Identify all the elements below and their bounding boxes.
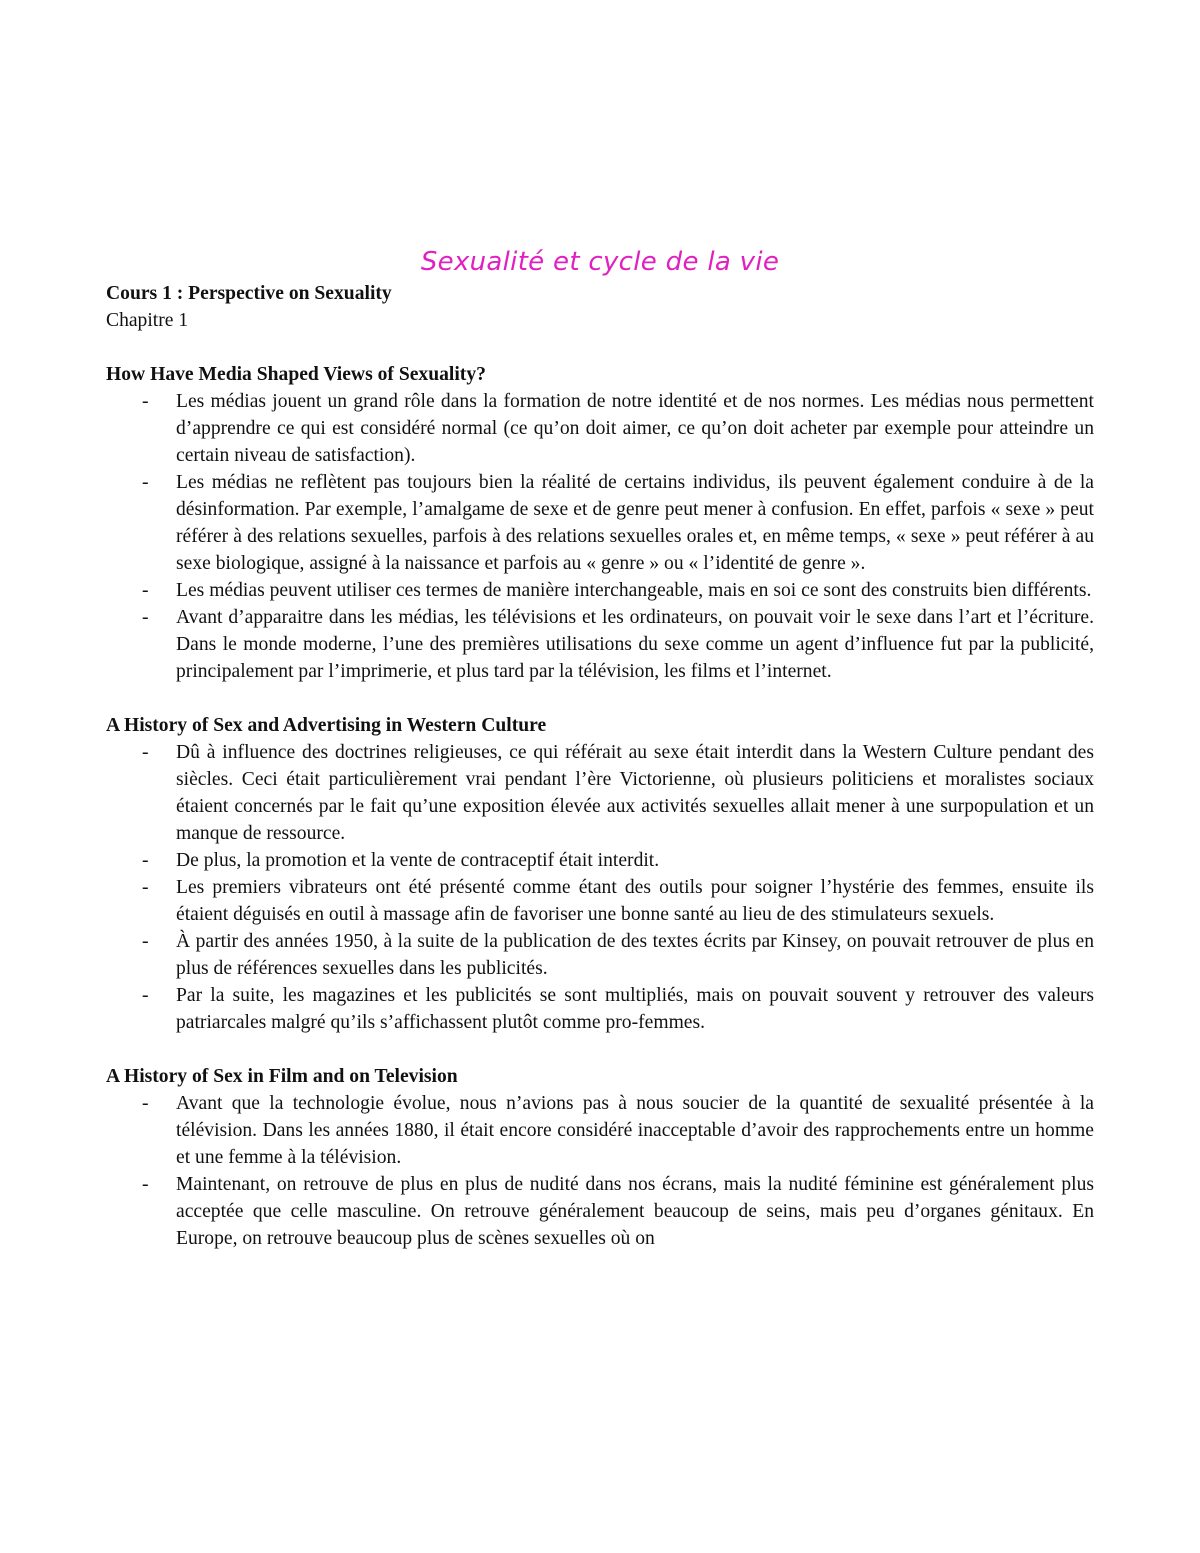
bullet-dash-icon: - [142,391,149,412]
list-item [106,1171,1094,1252]
document-title: Sexualité et cycle de la vie [420,247,780,277]
list-item [106,604,1094,685]
list-item [106,577,1094,604]
bullet-dash-icon: - [142,877,149,898]
list-item-text: Les médias jouent un grand rôle dans la formation de notre identité et de nos normes. Les médias nous permettent d’apprendre ce qui est considéré normal (ce qu’on doit aimer, ce qu’on doit acheter par exemple pour atteindre un certain niveau de satisfaction). [176,391,1094,466]
list-item-text: Les premiers vibrateurs ont été présenté comme étant des outils pour soigner l’hystérie des femmes, ensuite ils étaient déguisés en outil à massage afin de favoriser une bonne santé au lieu de des stimulateurs sexuels. [176,877,1094,925]
course-heading: Cours 1 : Perspective on Sexuality [106,283,392,304]
list-item [106,739,1094,847]
bullet-list [106,1090,1094,1252]
bullet-list [106,388,1094,685]
list-item [106,928,1094,982]
chapter-label: Chapitre 1 [106,310,189,331]
list-item-text: Par la suite, les magazines et les publicités se sont multipliés, mais on pouvait souvent y retrouver des valeurs patriarcales malgré qu’ils s’affichassent plutôt comme pro-femmes. [176,985,1094,1033]
section-heading: How Have Media Shaped Views of Sexuality? [106,364,486,385]
list-item [106,1090,1094,1171]
bullet-dash-icon: - [142,607,149,628]
section-heading: A History of Sex and Advertising in Western Culture [106,715,547,736]
bullet-dash-icon: - [142,1093,149,1114]
bullet-dash-icon: - [142,985,149,1006]
list-item [106,847,1094,874]
list-item [106,874,1094,928]
bullet-dash-icon: - [142,580,149,601]
list-item-text: Les médias peuvent utiliser ces termes de manière interchangeable, mais en soi ce sont des construits bien différents. [176,580,1092,601]
list-item-text: Avant d’apparaitre dans les médias, les télévisions et les ordinateurs, on pouvait voir le sexe dans l’art et l’écriture. Dans le monde moderne, l’une des premières utilisations du sexe comme un agent d’influence fut par la publicité, principalement par l’imprimerie, et plus tard par la télévision, les films et l’internet. [176,607,1094,682]
list-item-text: Les médias ne reflètent pas toujours bien la réalité de certains individus, ils peuvent également conduire à de la désinformation. Par exemple, l’amalgame de sexe et de genre peut mener à confusion. En effet, parfois « sexe » peut référer à des relations sexuelles, parfois à des relations sexuelles orales et, en même temps, « sexe » peut référer à au sexe biologique, assigné à la naissance et parfois au « genre » ou « l’identité de genre ». [176,472,1094,574]
list-item [106,388,1094,469]
list-item [106,469,1094,577]
section-heading: A History of Sex in Film and on Television [106,1066,458,1087]
bullet-dash-icon: - [142,1174,149,1195]
bullet-list [106,739,1094,1036]
bullet-dash-icon: - [142,850,149,871]
bullet-dash-icon: - [142,742,149,763]
list-item [106,982,1094,1036]
list-item-text: À partir des années 1950, à la suite de la publication de des textes écrits par Kinsey, on pouvait retrouver de plus en plus de références sexuelles dans les publicités. [176,931,1094,979]
document-page [106,244,1094,1252]
sections-container [106,361,1094,1252]
list-item-text: Maintenant, on retrouve de plus en plus de nudité dans nos écrans, mais la nudité féminine est généralement plus acceptée que celle masculine. On retrouve généralement beaucoup de seins, mais peu d’organes génitaux. En Europe, on retrouve beaucoup plus de scènes sexuelles où on [176,1174,1094,1249]
list-item-text: Dû à influence des doctrines religieuses, ce qui référait au sexe était interdit dans la Western Culture pendant des siècles. Ceci était particulièrement vrai pendant l’ère Victorienne, où plusieurs politiciens et moralistes sociaux étaient concernés par le fait qu’une exposition élevée aux activités sexuelles allait mener à une surpopulation et un manque de ressource. [176,742,1094,844]
bullet-dash-icon: - [142,931,149,952]
bullet-dash-icon: - [142,472,149,493]
list-item-text: Avant que la technologie évolue, nous n’avions pas à nous soucier de la quantité de sexualité présentée à la télévision. Dans les années 1880, il était encore considéré inacceptable d’avoir des rapprochements entre un homme et une femme à la télévision. [176,1093,1094,1168]
list-item-text: De plus, la promotion et la vente de contraceptif était interdit. [176,850,660,871]
